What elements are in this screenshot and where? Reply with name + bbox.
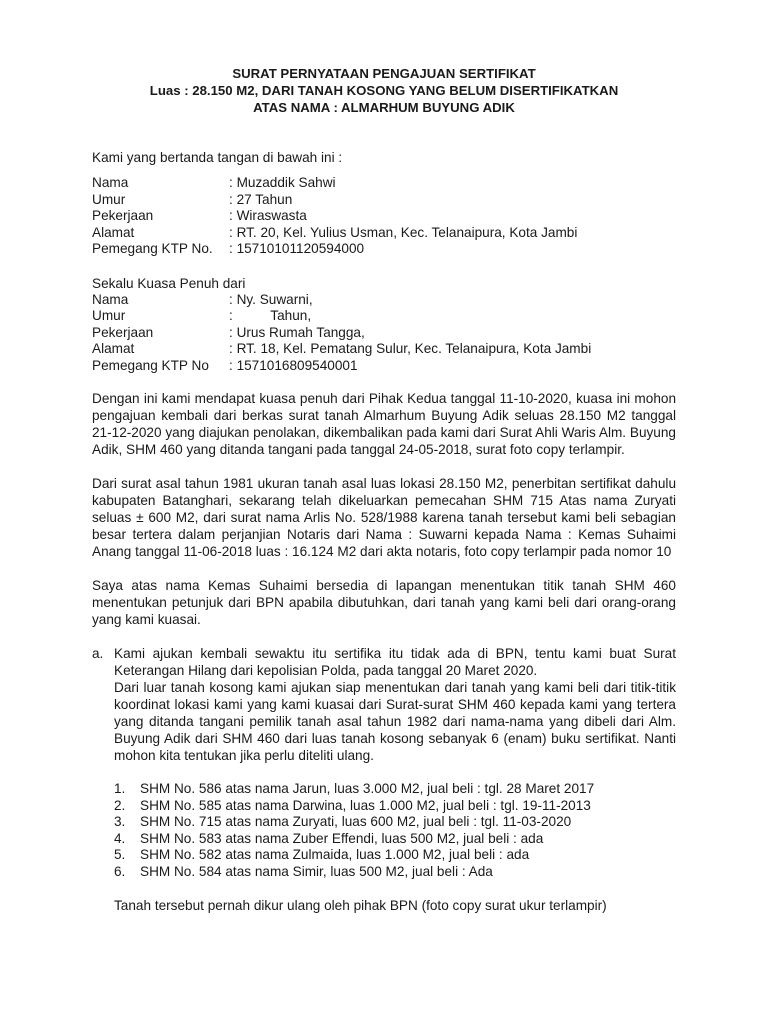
field-label-ktp: Pemegang KTP No [92,357,209,373]
list-number: 5. [114,847,126,862]
list-item-a [92,645,676,914]
party1-fields [92,175,676,258]
document-subtitle-area: Luas : 28.150 M2, DARI TANAH KOSONG YANG BELUM DISERTIFIKATKAN [149,83,619,98]
field-value-alamat: : RT. 20, Kel. Yulius Usman, Kec. Telanaipura, Kota Jambi [229,225,676,242]
paragraph-surat-asal: Dari surat asal tahun 1981 ukuran tanah asal luas lokasi 28.150 M2, penerbitan sertifikat dahulu kabupaten Batanghari, sekarang telah dikeluarkan pemecahan SHM 715 Atas nama Zuryati seluas ± 600 M2, dari surat nama Arlis No. 528/1988 karena tanah tersebut kami beli sebagian besar tertera dalam perjanjian Notaris dari Nama : Suwarni kepada Nama : Kemas Suhaimi Anang tanggal 11-06-2018 luas : 16.124 M2 dari akta notaris, foto copy terlampir pada nomor 10 [92,476,676,559]
field-value-pekerjaan: : Wiraswasta [229,208,676,225]
shm-list [114,781,676,880]
paragraph-kuasa: Dengan ini kami mendapat kuasa penuh dari Pihak Kedua tanggal 11-10-2020, kuasa ini mohon pengajuan kembali dari berkas surat tanah Almarhum Buyung Adik seluas 28.150 M2 tanggal 21-12-2020 yang diajukan penolakan, dikembalikan pada kami dari Surat Ahli Waris Alm. Buyung Adik, SHM 460 yang ditanda tangani pada tanggal 24-05-2018, surat foto copy terlampir. [92,391,676,457]
list-item [114,814,676,831]
field-label-nama: Nama [92,291,129,307]
field-value-ktp: : 1571016809540001 [229,358,676,375]
list-text: SHM No. 583 atas nama Zuber Effendi, luas 500 M2, jual beli : ada [140,830,544,846]
list-text: SHM No. 585 atas nama Darwina, luas 1.000 M2, jual beli : tgl. 19-11-2013 [140,797,591,813]
document-title: SURAT PERNYATAAN PENGAJUAN SERTIFIKAT [232,66,536,81]
list-text: SHM No. 584 atas nama Simir, luas 500 M2, jual beli : Ada [140,863,493,879]
field-value-nama: : Muzaddik Sahwi [229,175,676,192]
field-value-pekerjaan: : Urus Rumah Tangga, [229,325,676,342]
party2-heading: Sekalu Kuasa Penuh dari [92,275,246,291]
field-value-umur: : Tahun, [229,308,676,325]
field-value-alamat: : RT. 18, Kel. Pematang Sulur, Kec. Telanaipura, Kota Jambi [229,341,676,358]
list-number: 2. [114,797,126,813]
field-value-umur: : 27 Tahun [229,192,676,209]
paragraph-kesediaan: Saya atas nama Kemas Suhaimi bersedia di lapangan menentukan titik tanah SHM 460 menentukan petunjuk dari BPN apabila dibutuhkan, dari tanah yang kami beli dari orang-orang yang kami kuasai. [92,578,676,627]
document-subtitle-owner: ATAS NAMA : ALMARHUM BUYUNG ADIK [253,100,515,115]
list-number: 3. [114,814,126,829]
document-page [92,65,676,914]
list-number: 4. [114,830,126,846]
item-a-text-1: Kami ajukan kembali sewaktu itu sertifika itu tidak ada di BPN, tentu kami buat Surat Keterangan Hilang dari kepolisian Polda, pada tanggal 20 Maret 2020. [114,646,676,678]
party2-fields [92,292,676,375]
list-item [114,781,676,798]
list-item [114,847,676,864]
list-item-body [114,645,676,914]
list-marker: a. [92,646,104,661]
field-label-alamat: Alamat [92,341,135,356]
intro-text: Kami yang bertanda tangan di bawah ini : [92,150,343,165]
document-header [92,65,676,116]
list-item [114,831,676,848]
list-number: 6. [114,863,126,879]
item-a-text-2: Dari luar tanah kosong kami ajukan siap menentukan dari tanah yang kami beli dari titik-titik koordinat lokasi kami yang kami kuasai dari Surat-surat SHM 460 kepada kami yang tertera yang ditanda tangani pemilik tanah asal tahun 1982 dari nama-nama yang dibeli dari Alm. Buyung Adik dari SHM 460 dari luas tanah kosong sebanyak 6 (enam) buku sertifikat. Nanti mohon kita tentukan jika perlu diteliti ulang. [114,680,676,763]
field-value-ktp: : 15710101120594000 [229,241,676,258]
field-label-ktp: Pemegang KTP No. [92,241,213,256]
list-text: SHM No. 586 atas nama Jarun, luas 3.000 M2, jual beli : tgl. 28 Maret 2017 [140,781,595,796]
list-item [114,864,676,881]
field-label-pekerjaan: Pekerjaan [92,324,154,340]
field-label-umur: Umur [92,308,126,323]
list-text: SHM No. 582 atas nama Zulmaida, luas 1.000 M2, jual beli : ada [140,847,530,862]
field-label-nama: Nama [92,175,129,190]
field-label-pekerjaan: Pekerjaan [92,208,154,223]
field-value-nama: : Ny. Suwarni, [229,292,676,309]
list-text: SHM No. 715 atas nama Zuryati, luas 600 M2, jual beli : tgl. 11-03-2020 [140,814,572,829]
list-number: 1. [114,781,126,796]
closing-note: Tanah tersebut pernah dikur ulang oleh pihak BPN (foto copy surat ukur terlampir) [114,898,607,913]
list-item [114,798,676,815]
field-label-alamat: Alamat [92,224,135,240]
field-label-umur: Umur [92,191,126,207]
